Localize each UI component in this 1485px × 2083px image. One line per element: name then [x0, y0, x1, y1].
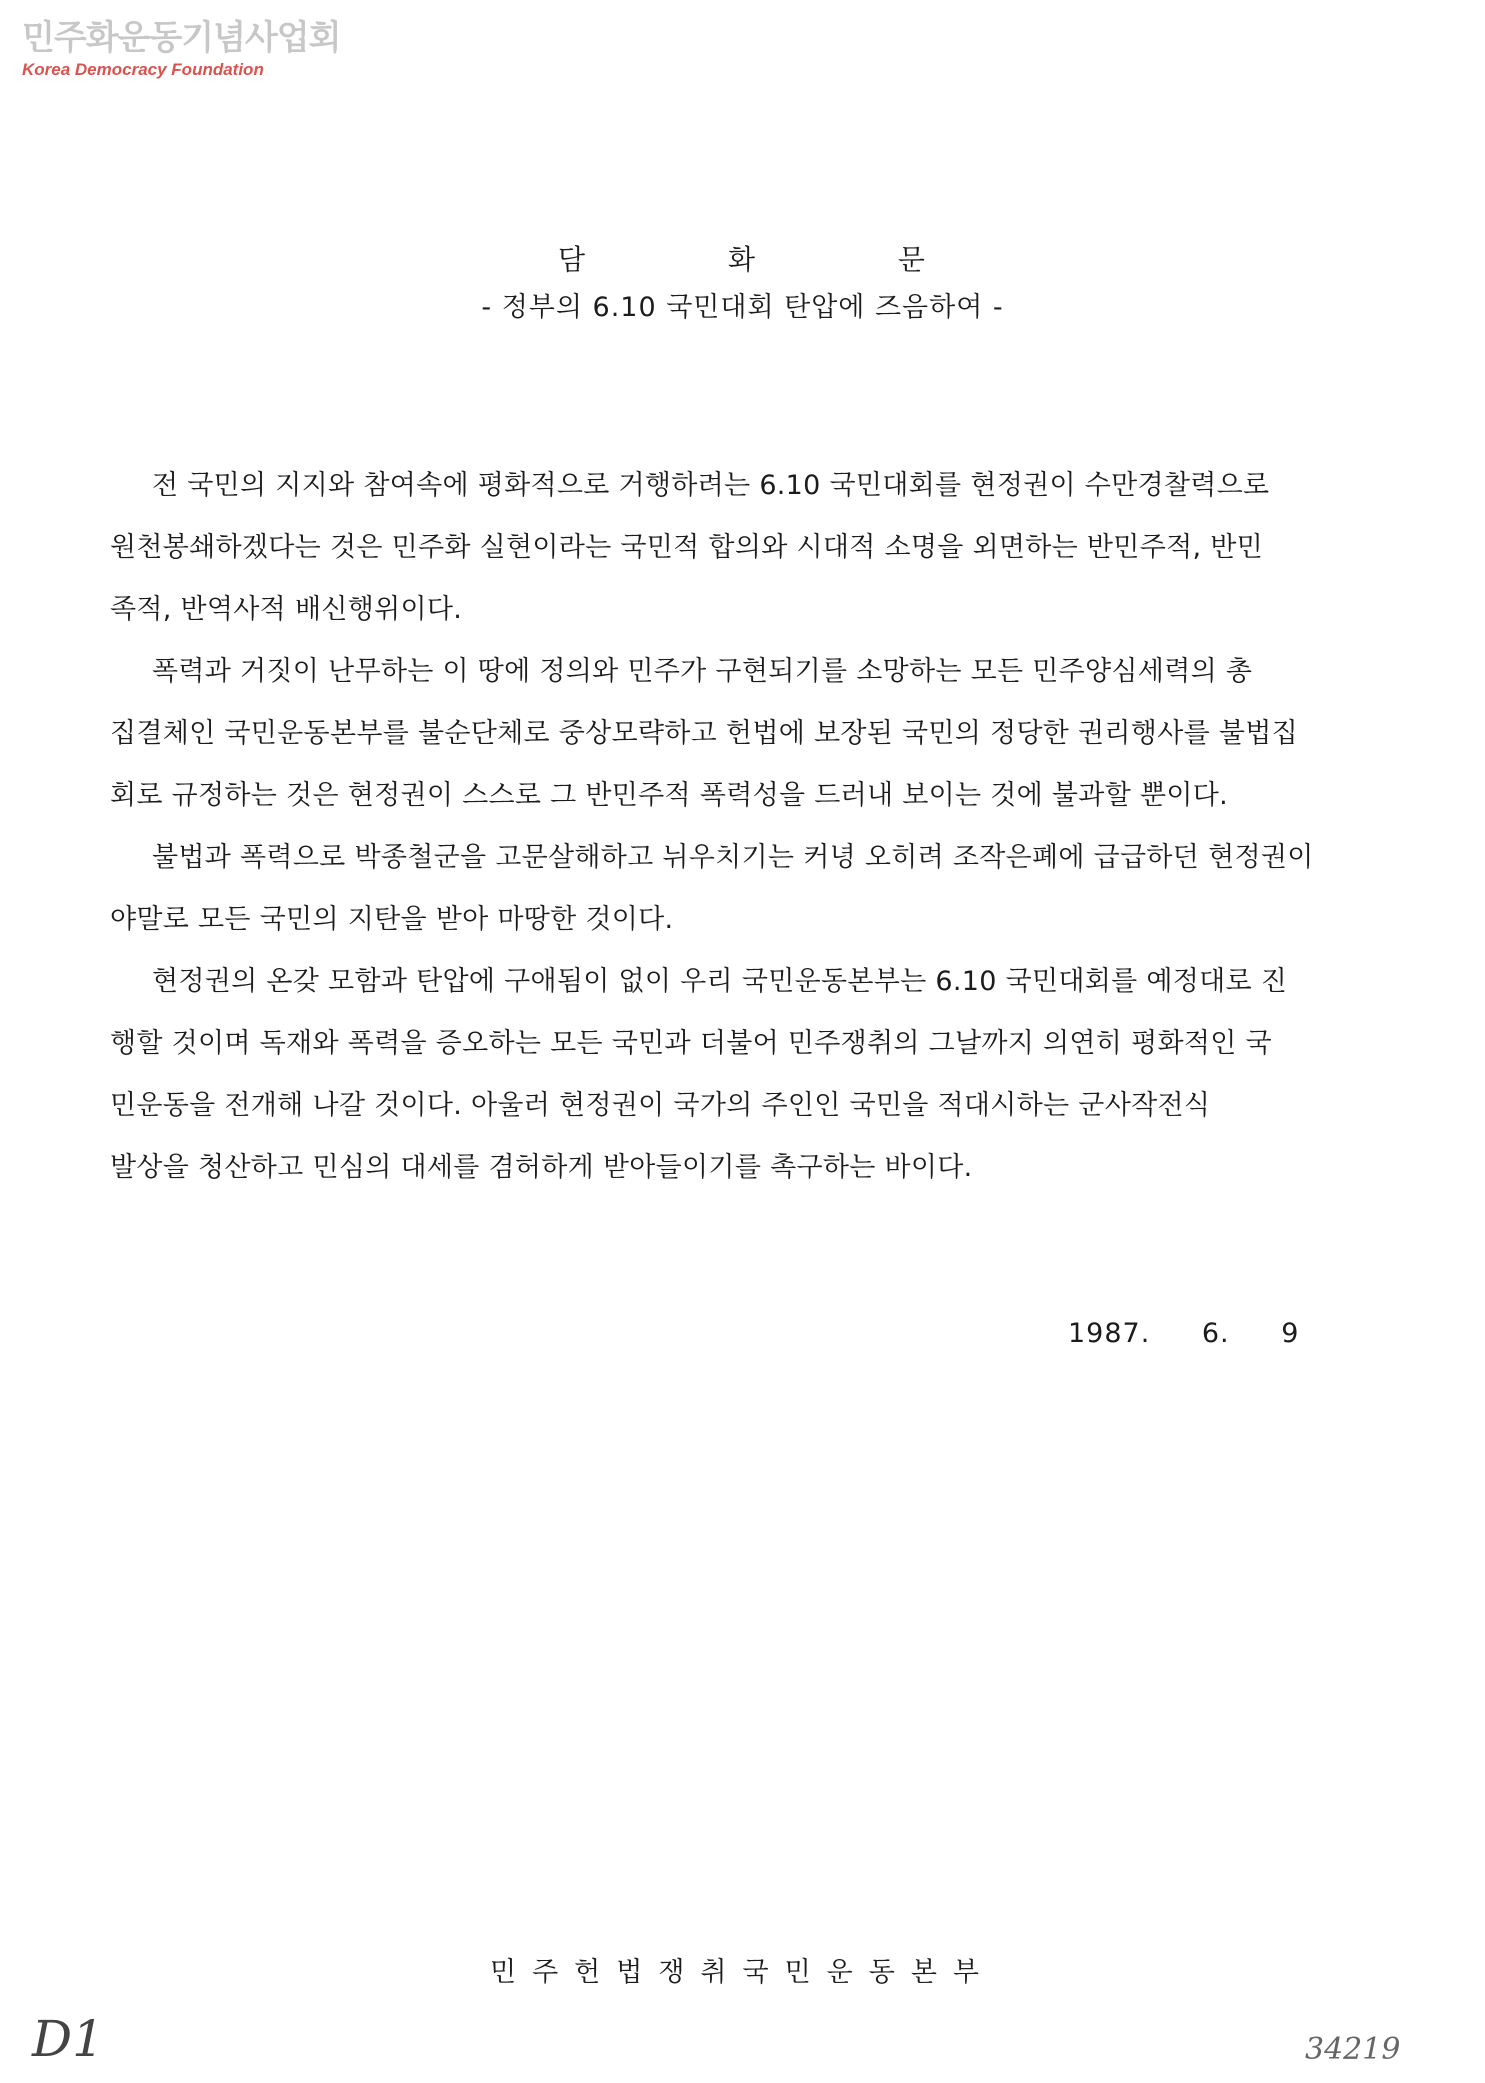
watermark-korean: 민주화운동기념사업회 [22, 18, 341, 58]
document-date: 1987. 6. 9 [1068, 1318, 1300, 1349]
body-line: 원천봉쇄하겠다는 것은 민주화 실현이라는 국민적 합의와 시대적 소명을 외면하는 반민주적, 반민 [110, 532, 1263, 563]
issuer-signature: 민주헌법쟁취국민운동본부 [490, 1957, 995, 1988]
body-line: 족적, 반역사적 배신행위이다. [110, 594, 463, 625]
body-line: 민운동을 전개해 나갈 것이다. 아울러 현정권이 국가의 주인인 국민을 적대시하는 군사작전식 [110, 1090, 1211, 1121]
watermark-english: Korea Democracy Foundation [22, 60, 264, 79]
body-line: 행할 것이며 독재와 폭력을 증오하는 모든 국민과 더불어 민주쟁취의 그날까지 의연히 평화적인 국 [110, 1028, 1272, 1059]
handwritten-mark-left: D1 [32, 2010, 104, 2068]
body-line: 폭력과 거짓이 난무하는 이 땅에 정의와 민주가 구현되기를 소망하는 모든 민주양심세력의 총 [152, 656, 1253, 687]
body-line: 야말로 모든 국민의 지탄을 받아 마땅한 것이다. [110, 904, 674, 935]
foundation-watermark [22, 18, 340, 80]
body-line: 회로 규정하는 것은 현정권이 스스로 그 반민주적 폭력성을 드러내 보이는 것에 불과할 뿐이다. [110, 780, 1228, 811]
body-line: 불법과 폭력으로 박종철군을 고문살해하고 뉘우치기는 커녕 오히려 조작은폐에 급급하던 현정권이 [152, 842, 1314, 873]
handwritten-archive-number: 34219 [1305, 2032, 1401, 2067]
body-line: 현정권의 온갖 모함과 탄압에 구애됨이 없이 우리 국민운동본부는 6.10 국민대회를 예정대로 진 [152, 966, 1288, 997]
document-subtitle: - 정부의 6.10 국민대회 탄압에 즈음하여 - [481, 292, 1004, 323]
body-line: 집결체인 국민운동본부를 불순단체로 중상모략하고 헌법에 보장된 국민의 정당한 권리행사를 불법집 [110, 718, 1298, 749]
statement-body [110, 455, 1385, 1199]
body-line: 전 국민의 지지와 참여속에 평화적으로 거행하려는 6.10 국민대회를 현정권이 수만경찰력으로 [152, 470, 1270, 501]
body-line: 발상을 청산하고 민심의 대세를 겸허하게 받아들이기를 촉구하는 바이다. [110, 1152, 973, 1183]
document-title: 담 화 문 [558, 243, 927, 276]
